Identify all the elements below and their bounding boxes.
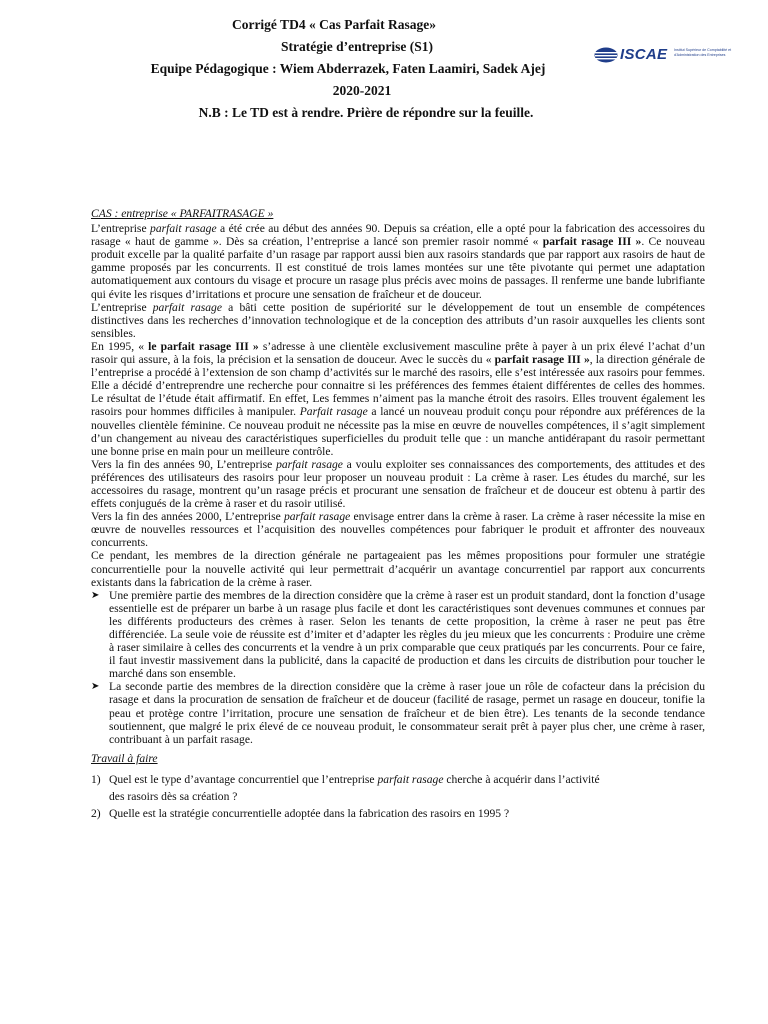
- iscae-logo-icon: [594, 47, 618, 63]
- paragraph-1: L’entreprise parfait rasage a été crée au début des années 90. Depuis sa création, elle a opté pour la fabrication des accessoires du rasage « haut de gamme ». Dès sa création, l’entreprise a lancé son premier rasoir nommé « parfait rasage III ». Ce nouveau produit excelle par la qualité parfaite d’un rasage par rapport aussi bien aux rasoirs standards que par rapport aux rasoirs de haut de gamme proposés par les concurrents. Il est constitué de trois lames montées sur une tête pivotante qui permet une adaptation automatiquement aux contours du visage et procure un rasage plus précis avec moins de passages. Il renferme une bande lubrifiante qui évite les risques d’irritations et procure une sensation de fraîcheur et de douceur.: [91, 222, 706, 301]
- paragraph-6: Ce pendant, les membres de la direction générale ne partageaient pas les mêmes propositions pour formuler une stratégie concurrentielle pour la nouvelle activité qui leur permettrait d’acquérir un avantage concurrentiel par rapport aux concurrents existants dans la fabrication de la crème à raser.: [91, 549, 705, 589]
- academic-year: 2020-2021: [332, 83, 392, 98]
- paragraph-3: En 1995, « le parfait rasage III » s’adresse à une clientèle exclusivement masculine prête à payer à un prix élevé l’achat d’un rasoir qui assure, à la fois, la précision et la sensation de douceur. Avec le succès du « parfait rasage III », la direction générale de l’entreprise a procédé à l’extension de son champ d’activités sur le marché des rasoirs, elle s’est intéressée aux rasoirs pour femmes. Elle a décidé d’entreprendre une recherche pour connaitre si les préférences des femmes étaient différentes de celles des hommes. Le résultat de l’étude était affirmatif. En effet, Les femmes n’aiment pas la manche étroit des rasoirs. Elles trouvent également les rasoirs pour hommes difficiles à manipuler. Parfait rasage a lancé un nouveau produit conçu pour répondre aux préférences de la nouvelles clientèle féminine. Ce nouveau produit ne nécessite pas la mise en œuvre de nouvelles compétences, il s’agit simplement d’un changement au niveau des caractéristiques superficielles du produit telle que : un manche antidérapant du rasoir permettant une bonne prise en main pour un meilleure contrôle.: [91, 339, 706, 458]
- paragraph-2: L’entreprise parfait rasage a bâti cette position de supériorité sur le développement de tout un ensemble de compétences distinctives dans les recherches d’innovation technologique et de la conception des attributs d’un rasoir auxquelles les clients sont sensibles.: [91, 300, 705, 340]
- document-header: [0, 14, 768, 124]
- teaching-team: Equipe Pédagogique : Wiem Abderrazek, Faten Laamiri, Sadek Ajej: [150, 61, 546, 76]
- travail-heading: Travail à faire: [91, 751, 158, 765]
- doc-title: Corrigé TD4 « Cas Parfait Rasage»: [231, 17, 437, 32]
- proposals-list: [91, 589, 705, 746]
- case-title: CAS : entreprise « PARFAITRASAGE »: [91, 207, 274, 220]
- questions-list: [91, 771, 705, 822]
- question-2: 2) Quelle est la stratégie concurrentielle adoptée dans la fabrication des rasoirs en 1995 ?: [91, 806, 510, 820]
- course-name: Stratégie d’entreprise (S1): [281, 39, 433, 54]
- document-body: [91, 207, 705, 822]
- list-item: ➤ La seconde partie des membres de la direction considère que la crème à raser joue un rôle de cofacteur dans la précision du rasage et dans la procuration de sensation de fraîcheur et de douceur (facilité de rasage, permet un rasage en douceur, tonifie la peau et protège contre l’irritation, procure une sensation de fraîcheur et de bien être). Les tenants de la seconde tendance soutiennent, que malgré le prix élevé de ce nouveau produit, le consommateur serait prêt à payer plus cher, une crème à raser, contribuant à un parfait rasage.: [91, 680, 705, 746]
- paragraph-4: Vers la fin des années 90, L’entreprise parfait rasage a voulu exploiter ses connaissances des comportements, des attitudes et des préférences des utilisateurs des rasoirs pour leur proposer un nouveau produit : La crème à raser. Les études du marché, sur les accessoires du rasage, montrent qu’un rasage précis et procurant une sensation de fraîcheur et de douceur est obtenu à partir des effets conjugués de la crème à raser et du rasoir utilisé.: [91, 457, 706, 511]
- logo-tagline: Institut Supérieur de Comptabilité et d'Administration des Entreprises: [674, 48, 732, 57]
- paragraph-5: Vers la fin des années 2000, L’entreprise parfait rasage envisage entrer dans la crème à raser. La crème à raser nécessite la mise en œuvre de nouvelles ressources et l’acquisition des nouvelles compétences pour fabriquer le produit et affronter des nouveaux concurrents.: [91, 510, 706, 550]
- nb-note: N.B : Le TD est à rendre. Prière de répondre sur la feuille.: [198, 105, 534, 120]
- iscae-logo: [594, 46, 746, 64]
- question-1: 1) Quel est le type d’avantage concurrentiel que l’entreprise parfait rasage cherche à acquérir dans l’activité des rasoirs dès sa création ?: [91, 772, 600, 803]
- arrow-bullet-icon: ➤: [91, 681, 100, 693]
- list-item: ➤ Une première partie des membres de la direction considère que la crème à raser est un produit standard, dont la fonction d’usage essentielle est de préparer un barbe à un rasage plus facile et dont les caractéristiques sont devenues communes et connues par les différents producteurs des crèmes à raser. Selon les tenants de cette proposition, la crème à raser ne peut pas être différenciée. La seule voie de réussite est d’imiter et d’adapter les règles du jeu mieux que les concurrents : Produire une crème à raser similaire à celles des concurrents et la vendre à un prix comparable que ceux pratiqués par les concurrents. Pour ce faire, il faut investir massivement dans la publicité, dans la capacité de production et dans les circuits de distribution pour toucher le marché dans son ensemble.: [91, 588, 705, 681]
- logo-wordmark: ISCAE: [620, 46, 668, 63]
- arrow-bullet-icon: ➤: [91, 589, 100, 601]
